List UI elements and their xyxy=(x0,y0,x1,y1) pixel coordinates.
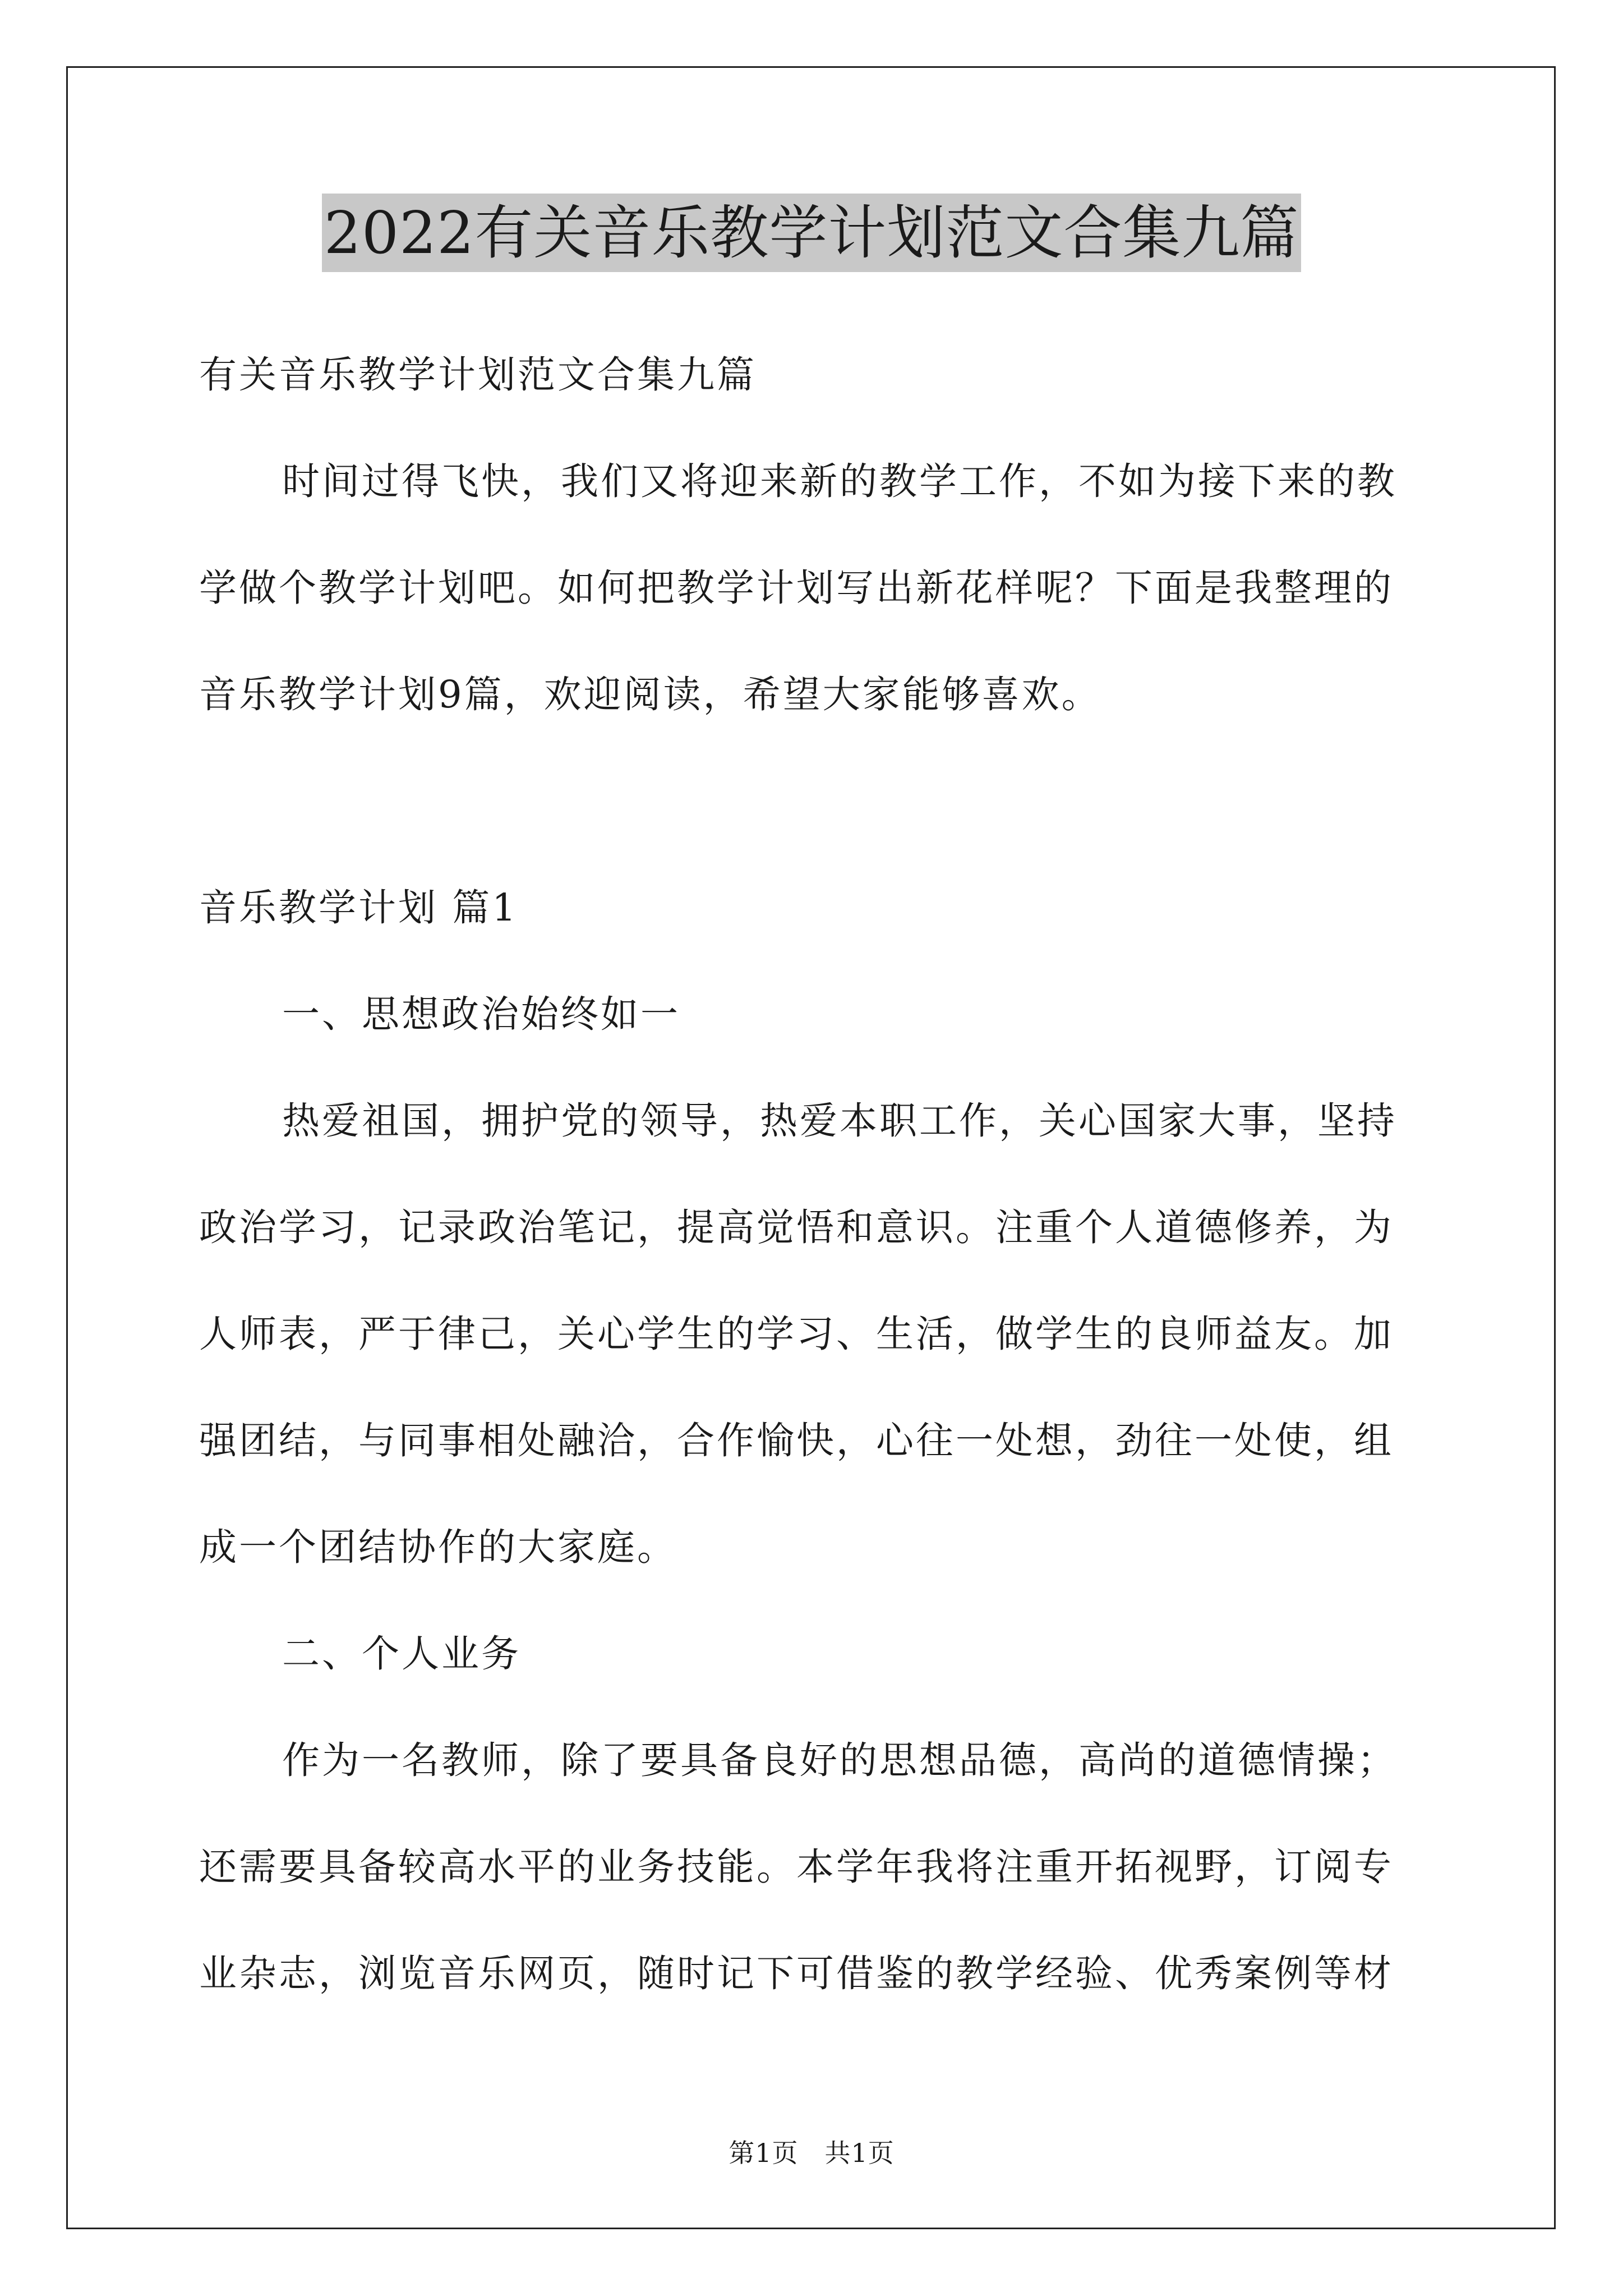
part2-line: 业杂志，浏览音乐网页，随时记下可借鉴的教学经验、优秀案例等材 xyxy=(199,1952,1394,1995)
part1-line: 热爱祖国，拥护党的领导，热爱本职工作，关心国家大事，坚持 xyxy=(282,1099,1397,1143)
document-title: 2022有关音乐教学计划范文合集九篇 xyxy=(322,194,1302,272)
intro-line: 音乐教学计划9篇，欢迎阅读，希望大家能够喜欢。 xyxy=(199,673,1101,716)
part2-heading: 二、个人业务 xyxy=(282,1632,521,1676)
part1-line: 人师表，严于律己，关心学生的学习、生活，做学生的良师益友。加 xyxy=(199,1312,1394,1356)
part2-line: 作为一名教师，除了要具备良好的思想品德，高尚的道德情操； xyxy=(282,1738,1397,1782)
section-heading: 音乐教学计划 篇1 xyxy=(199,886,518,930)
intro-line: 时间过得飞快，我们又将迎来新的教学工作，不如为接下来的教 xyxy=(282,459,1397,503)
part2-line: 还需要具备较高水平的业务技能。本学年我将注重开拓视野，订阅专 xyxy=(199,1845,1394,1889)
page-footer: 第1页 共1页 xyxy=(728,2138,895,2168)
title-container xyxy=(0,194,1623,272)
part1-line: 政治学习，记录政治笔记，提高觉悟和意识。注重个人道德修养，为 xyxy=(199,1205,1394,1249)
part1-line: 强团结，与同事相处融洽，合作愉快，心往一处想，劲往一处使，组 xyxy=(199,1419,1394,1462)
intro-line: 学做个教学计划吧。如何把教学计划写出新花样呢？下面是我整理的 xyxy=(199,566,1394,610)
part1-line: 成一个团结协作的大家庭。 xyxy=(199,1525,677,1569)
document-subtitle: 有关音乐教学计划范文合集九篇 xyxy=(199,353,757,397)
part1-heading: 一、思想政治始终如一 xyxy=(282,992,680,1036)
